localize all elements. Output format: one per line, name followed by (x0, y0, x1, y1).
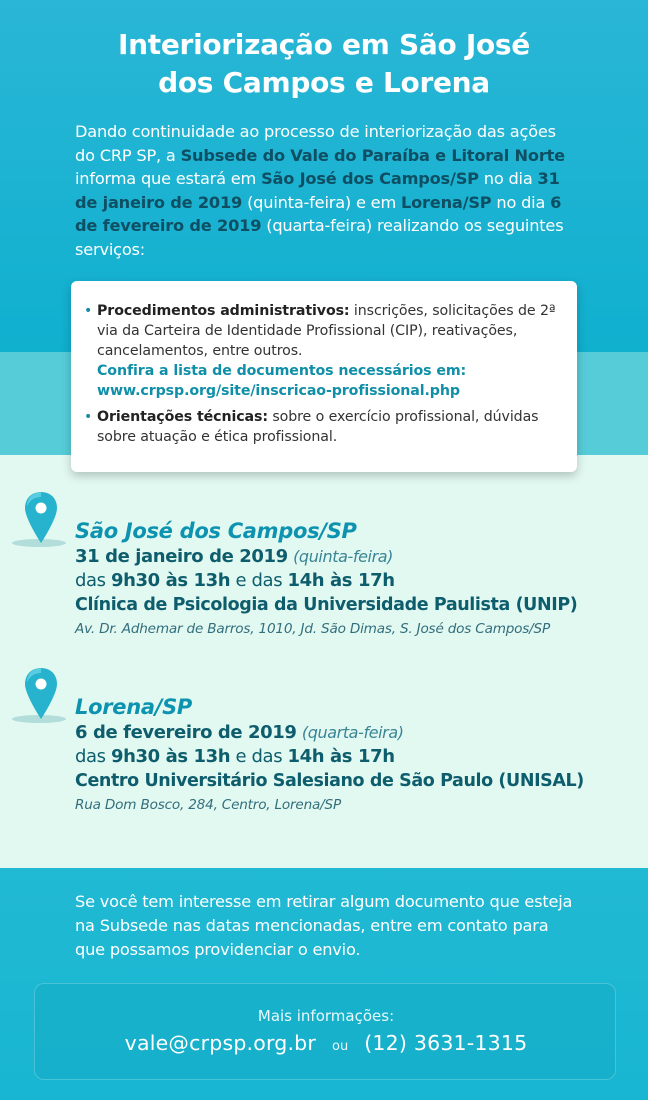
page-title (0, 26, 648, 102)
intro-date-2: 6 de fevereiro de 2019 (75, 192, 562, 235)
intro-date-1: 31 de janeiro de 2019 (75, 169, 560, 212)
intro-text: e em (351, 192, 401, 212)
contact-or: ou (332, 1039, 349, 1054)
bullet-icon: • (84, 409, 93, 425)
bullet-icon: • (84, 303, 93, 319)
location-address: Av. Dr. Adhemar de Barros, 1010, Jd. São Dimas, S. José dos Campos/SP (75, 621, 550, 637)
weekday-text: (quinta-feira) (293, 547, 394, 566)
map-pin-icon (8, 488, 68, 550)
hours-text: das (75, 746, 111, 767)
intro-text: realizando os seguintes serviços: (75, 216, 564, 259)
location-name: Lorena/SP (75, 695, 193, 719)
outro-paragraph: Se você tem interesse em retirar algum documento que esteja na Subsede nas datas mencionadas, entre em contato para que possamos providenciar o envio. (75, 892, 573, 959)
location-lorena (75, 693, 635, 816)
intro-paragraph (75, 120, 575, 261)
contact-email-link[interactable]: vale@crpsp.org.br (124, 1031, 317, 1055)
services-card (71, 281, 577, 472)
hours-afternoon: 14h às 17h (287, 746, 395, 767)
contact-box (34, 983, 616, 1080)
intro-text: Dando continuidade ao processo de interiorização das ações do CRP SP, a (75, 122, 556, 165)
location-venue: Clínica de Psicologia da Universidade Paulista (UNIP) (75, 595, 578, 615)
hours-morning: 9h30 às 13h (110, 746, 231, 767)
hours-text: e das (230, 746, 288, 767)
location-name: São José dos Campos/SP (75, 519, 357, 543)
contact-label: Mais informações: (257, 1007, 395, 1025)
contact-line (35, 1028, 617, 1058)
location-hours (75, 745, 635, 769)
service-description: inscrições, solicitações de 2ª via da Carteira de Identidade Profissional (CIP), reativações, cancelamentos, entre outros. (97, 303, 556, 359)
service-label: Orientações técnicas: (97, 409, 268, 425)
location-date (75, 545, 635, 569)
title-line-2: dos Campos e Lorena (158, 66, 490, 99)
date-text: 31 de janeiro de 2019 (75, 546, 288, 567)
intro-text: informa que estará em (75, 169, 262, 188)
documents-link-label: Confira a lista de documentos necessários em: (97, 363, 467, 379)
location-hours (75, 569, 635, 593)
title-line-1: Interiorização em São José (118, 28, 530, 61)
intro-weekday-2: (quarta-feira) (261, 216, 372, 235)
service-label: Procedimentos administrativos: (97, 303, 350, 319)
intro-text: no dia (478, 169, 538, 188)
hours-text: e das (230, 570, 288, 591)
intro-subsede: Subsede do Vale do Paraíba e Litoral Norte (180, 145, 565, 165)
location-sao-jose (75, 517, 635, 640)
hours-morning: 9h30 às 13h (110, 570, 231, 591)
intro-city-1: São José dos Campos/SP (261, 169, 479, 188)
contact-phone[interactable]: (12) 3631-1315 (364, 1031, 528, 1055)
intro-city-2: Lorena/SP (400, 192, 492, 212)
weekday-text: (quarta-feira) (301, 723, 404, 742)
location-address: Rua Dom Bosco, 284, Centro, Lorena/SP (75, 797, 341, 813)
service-item-administrative (84, 301, 557, 401)
intro-text: no dia (491, 192, 551, 212)
intro-weekday-1: (quinta-feira) (242, 192, 352, 212)
hours-text: das (75, 570, 111, 591)
date-text: 6 de fevereiro de 2019 (75, 722, 297, 743)
service-item-technical (84, 407, 557, 447)
location-date (75, 721, 635, 745)
hours-afternoon: 14h às 17h (287, 570, 395, 591)
location-venue: Centro Universitário Salesiano de São Paulo (UNISAL) (75, 771, 584, 791)
service-description: sobre o exercício profissional, dúvidas sobre atuação e ética profissional. (97, 409, 539, 445)
documents-link[interactable]: www.crpsp.org/site/inscricao-profissional.php (97, 383, 460, 399)
map-pin-icon (8, 664, 68, 726)
